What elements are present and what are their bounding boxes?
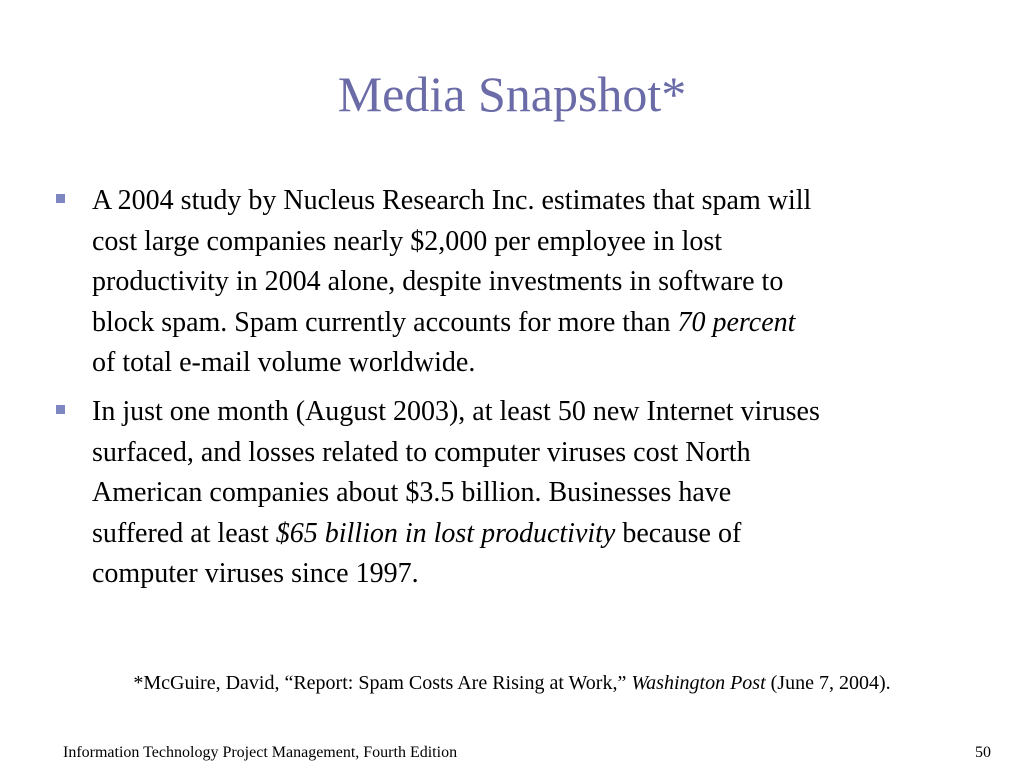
bullet-line: of total e-mail volume worldwide. xyxy=(92,347,476,379)
bullet-line: In just one month (August 2003), at least 50 new Internet viruses xyxy=(92,395,820,427)
page-number: 50 xyxy=(975,744,991,761)
square-bullet-icon xyxy=(56,405,65,414)
footnote-text: *McGuire, David, “Report: Spam Costs Are Rising at Work,” xyxy=(133,672,632,694)
bullet-line xyxy=(92,514,996,555)
footnote xyxy=(0,670,1024,696)
square-bullet-icon xyxy=(56,194,65,203)
footnote-date: (June 7, 2004). xyxy=(765,672,891,694)
bullet-line: computer viruses since 1997. xyxy=(92,558,419,590)
footer-book-title: Information Technology Project Management, Fourth Edition xyxy=(63,744,458,761)
footnote-publication: Washington Post xyxy=(631,672,766,694)
slide-title: Media Snapshot* xyxy=(337,66,687,122)
bullet-line: productivity in 2004 alone, despite investments in software to xyxy=(92,266,784,298)
bullet-line-text: suffered at least xyxy=(92,517,276,549)
bullet-line: cost large companies nearly $2,000 per employee in lost xyxy=(92,225,723,257)
emphasis-65-billion: $65 billion in lost productivity xyxy=(275,517,616,549)
bullet-line: A 2004 study by Nucleus Research Inc. estimates that spam will xyxy=(92,185,812,216)
emphasis-70-percent: 70 percent xyxy=(677,306,796,338)
bullet-line: American companies about $3.5 billion. Businesses have xyxy=(92,477,732,509)
bullet-item-viruses xyxy=(56,392,996,595)
bullet-line xyxy=(92,303,996,344)
bullet-item-spam xyxy=(56,181,996,384)
bullet-line-text: block spam. Spam currently accounts for more than xyxy=(92,306,678,338)
bullet-line-text: because of xyxy=(615,517,742,549)
bullet-line: surfaced, and losses related to computer viruses cost North xyxy=(92,436,751,468)
bullet-list xyxy=(56,181,996,603)
